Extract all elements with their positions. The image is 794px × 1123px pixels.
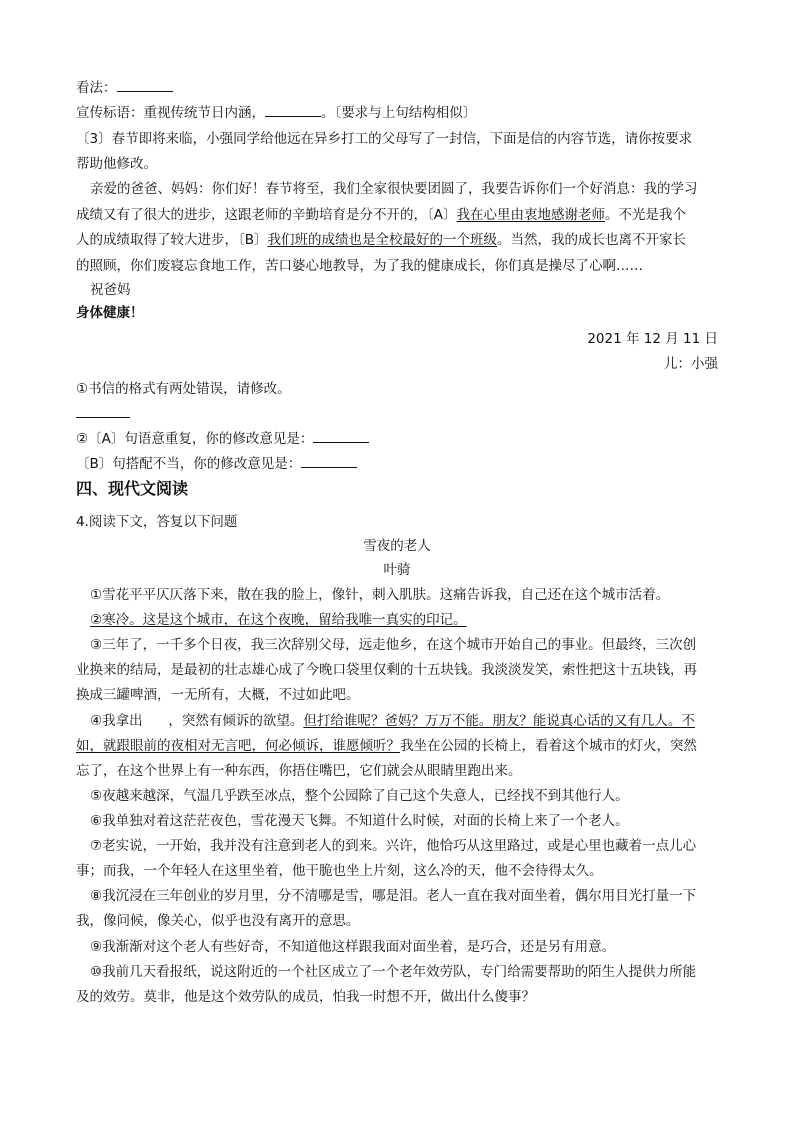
paragraph-3-line1: ③三年了，一千多个日夜，我三次辞别父母，远走他乡，在这个城市开始自己的事业。但最终，三次创 xyxy=(90,637,697,653)
paragraph-4-underlined-a: 但打给谁呢？爸妈？万万不能。朋友？能说真心话的又有几人。不 xyxy=(303,713,695,729)
task-2: ②〔A〕句语意重复，你的修改意见是： xyxy=(76,431,314,447)
paragraph-6: ⑥我单独对着这茫茫夜色，雪花漫天飞舞。不知道什么时候，对面的长椅上来了一个老人。 xyxy=(90,813,629,829)
slogan-prefix: 宣传标语：重视传统节日内涵， xyxy=(76,105,265,121)
task-3: 〔B〕句搭配不当，你的修改意见是： xyxy=(76,456,302,472)
letter-line3 xyxy=(76,231,718,249)
paragraph-7-line1: ⑦老实说，一开始，我并没有注意到老人的到来。兴许，他恰巧从这里路过，或是心里也藏着一点儿心 xyxy=(90,838,697,854)
paragraph-5: ⑤夜越来越深，气温几乎跌至冰点，整个公园除了自己这个失意人，已经找不到其他行人。 xyxy=(90,788,629,804)
slogan-line xyxy=(76,104,718,122)
letter-line2 xyxy=(76,206,718,224)
paragraph-10-line2: 及的效劳。莫非，他是这个效劳队的成员，怕我一时想不开，做出什么傻事？ xyxy=(76,989,535,1005)
paragraph-4-line3: 忘了，在这个世界上有一种东西，你捂住嘴巴，它们就会从眼睛里跑出来。 xyxy=(76,763,522,779)
paragraph-3-line2: 业换来的结局，是最初的壮志雄心成了今晚口袋里仅剩的十五块钱。我淡淡发笑，索性把这十五块钱，再 xyxy=(76,662,697,678)
paragraph-7-line2: 事；而我，一个年轻人在这里坐着，他干脆也坐上片刻，这么冷的天，他不会待得太久。 xyxy=(76,863,603,879)
paragraph-4-underlined-b: 如，就跟眼前的夜相对无言吧，何必倾诉，谁愿倾听？ xyxy=(76,738,400,754)
letter-signer: 儿：小强 xyxy=(664,356,718,372)
task-1-answer-blank[interactable] xyxy=(76,405,130,418)
task-1: ①书信的格式有两处错误，请修改。 xyxy=(76,381,291,397)
section-heading: 四、现代文阅读 xyxy=(76,479,189,498)
letter-date: 2021 年 12 月 11 日 xyxy=(587,331,718,347)
paragraph-8-line2: 我，像问候，像关心，似乎也没有离开的意思。 xyxy=(76,913,360,929)
letter-wish-health: 身体健康！ xyxy=(76,305,144,321)
view-answer-blank[interactable] xyxy=(117,79,173,92)
letter-line1: 亲爱的爸爸、妈妈：你们好！春节将至，我们全家很快要团圆了，我要告诉你们一个好消息：我的学习 xyxy=(90,181,698,197)
paragraph-1: ①雪花平平仄仄落下来，散在我的脸上，像针，刺入肌肤。这痛告诉我，自己还在这个城市活着。 xyxy=(90,587,670,603)
paragraph-4-line1 xyxy=(76,712,732,730)
letter-line3-tail: 。当然，我的成长也离不开家长 xyxy=(497,232,687,248)
article-title: 雪夜的老人 xyxy=(363,538,431,554)
question-4-prompt: 4.阅读下文，答复以下问题 xyxy=(76,514,238,530)
view-label: 看法： xyxy=(76,80,117,96)
paragraph-8-line1: ⑧我沉浸在三年创业的岁月里，分不清哪是雪，哪是泪。老人一直在我对面坐着，偶尔用目光打量一下 xyxy=(90,888,697,904)
paragraph-3-line3: 换成三罐啤酒，一无所有，大概，不过如此吧。 xyxy=(76,687,360,703)
paragraph-9: ⑨我渐渐对这个老人有些好奇，不知道他这样跟我面对面坐着，是巧合，还是另有用意。 xyxy=(90,939,616,955)
task-2-line xyxy=(76,430,718,448)
letter-line4: 的照顾，你们废寝忘食地工作，苦口婆心地教导，为了我的健康成长，你们真是操尽了心啊…… xyxy=(76,258,643,274)
slogan-answer-blank[interactable] xyxy=(265,104,321,117)
view-line xyxy=(76,79,718,97)
letter-line2-tail: 。不光是我个 xyxy=(604,207,686,223)
task-1-answer-line xyxy=(76,405,718,423)
part3-instruction-line2: 帮助他修改。 xyxy=(76,156,157,172)
sentence-b-underlined: 我们班的成绩也是全校最好的一个班级 xyxy=(267,232,498,248)
slogan-suffix: 。〔要求与上句结构相似〕 xyxy=(321,105,477,121)
part3-instruction-line1: 〔3〕春节即将来临，小强同学给他远在异乡打工的父母写了一封信，下面是信的内容节选，请你按要求 xyxy=(76,131,693,147)
article-author: 叶骑 xyxy=(383,562,411,578)
letter-line2-text: 成绩又有了很大的进步，这跟老师的辛勤培育是分不开的，〔A〕 xyxy=(76,207,457,223)
paragraph-10-line1: ⑩我前几天看报纸，说这附近的一个社区成立了一个老年效劳队，专门给需要帮助的陌生人提供力所能 xyxy=(90,964,697,980)
paragraph-4-start: ④我拿出 ，突然有倾诉的欲望。 xyxy=(90,713,304,729)
task-3-answer-blank[interactable] xyxy=(301,455,357,468)
paragraph-4-cont: 我坐在公园的长椅上，看着这个城市的灯火，突然 xyxy=(400,738,697,754)
letter-wish: 祝爸妈 xyxy=(90,282,131,298)
paragraph-4-line2 xyxy=(76,737,718,755)
sentence-a-underlined: 我在心里由衷地感谢老师 xyxy=(456,207,605,223)
paragraph-2-underlined: ②寒冷。这是这个城市，在这个夜晚，留给我唯一真实的印记。 xyxy=(90,612,467,628)
task-2-answer-blank[interactable] xyxy=(313,430,369,443)
task-3-line xyxy=(76,455,718,473)
letter-line3-text: 人的成绩取得了较大进步，〔B〕 xyxy=(76,232,268,248)
